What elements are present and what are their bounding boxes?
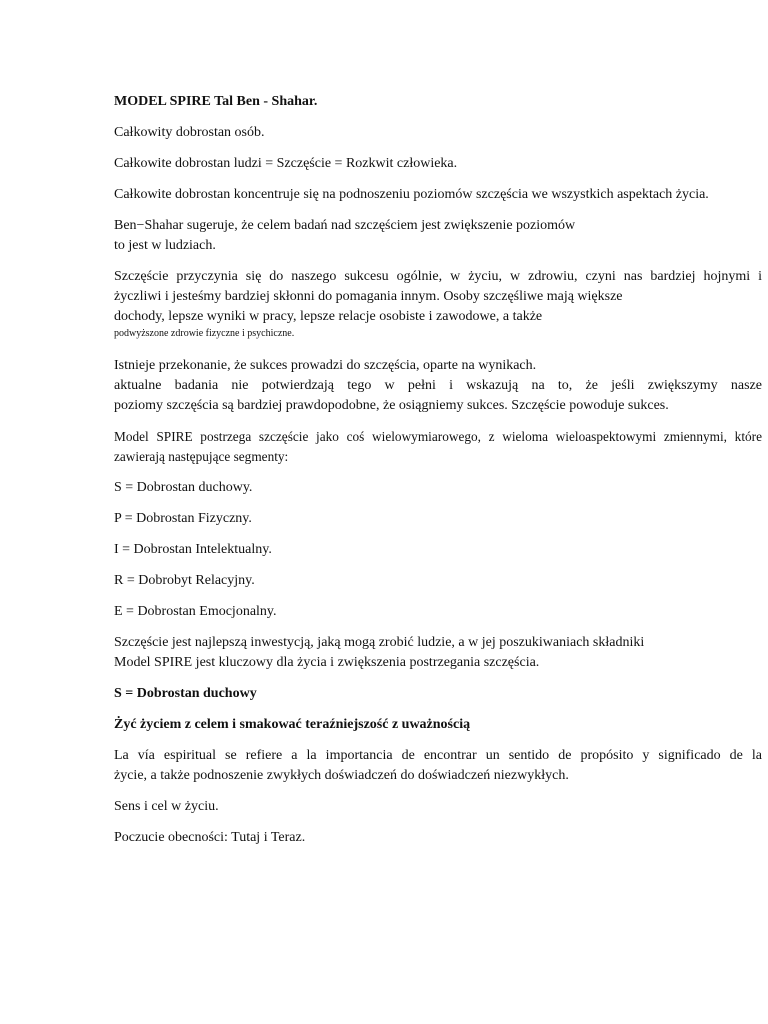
text-line: Ben−Shahar sugeruje, że celem badań nad szczęściem jest zwiększenie poziomów bbox=[114, 218, 576, 233]
text-line: Model SPIRE jest kluczowy dla życia i zwiększenia postrzegania szczęścia. bbox=[114, 655, 540, 670]
text-line: aktualne badania nie potwierdzają tego w pełni i wskazują na to, że jeśli zwiększymy nasze bbox=[114, 378, 762, 393]
segment-e: E = Dobrostan Emocjonalny. bbox=[114, 604, 277, 619]
text-line: Szczęście jest najlepszą inwestycją, jaką mogą zrobić ludzie, a w jej poszukiwaniach składniki bbox=[114, 635, 645, 650]
text-line: życie, a także podnoszenie zwykłych doświadczeń do doświadczeń niezwykłych. bbox=[114, 768, 569, 783]
paragraph-equation: Całkowite dobrostan ludzi = Szczęście = Rozkwit człowieka. bbox=[114, 156, 458, 171]
paragraph-presence: Poczucie obecności: Tutaj i Teraz. bbox=[114, 830, 306, 845]
paragraph-sense-purpose: Sens i cel w życiu. bbox=[114, 799, 219, 814]
paragraph-spiritual-path bbox=[114, 746, 762, 786]
text-line: Istnieje przekonanie, że sukces prowadzi do szczęścia, oparte na wynikach. bbox=[114, 358, 537, 373]
segment-p: P = Dobrostan Fizyczny. bbox=[114, 511, 252, 526]
text-line: życzliwi i jesteśmy bardziej skłonni do pomagania innym. Osoby szczęśliwe mają większe bbox=[114, 289, 623, 304]
paragraph-ben-shahar bbox=[114, 216, 762, 256]
text-line: zawierają następujące segmenty: bbox=[114, 449, 289, 464]
paragraph-happiness-success bbox=[114, 267, 762, 340]
paragraph-spire-model bbox=[114, 427, 762, 467]
paragraph-investment bbox=[114, 633, 762, 673]
section-subheading: Żyć życiem z celem i smakować teraźniejszość z uważnością bbox=[114, 717, 471, 732]
text-line: La vía espiritual se refiere a la importancia de encontrar un sentido de propósito y significado de la bbox=[114, 748, 762, 763]
document-body bbox=[114, 92, 762, 859]
text-line: dochody, lepsze wyniki w pracy, lepsze relacje osobiste i zawodowe, a także bbox=[114, 309, 543, 324]
segment-s: S = Dobrostan duchowy. bbox=[114, 480, 253, 495]
segment-r: R = Dobrobyt Relacyjny. bbox=[114, 573, 255, 588]
text-line: Szczęście przyczynia się do naszego sukcesu ogólnie, w życiu, w zdrowiu, czyni nas bardziej hojnymi i bbox=[114, 269, 762, 284]
text-line: Model SPIRE postrzega szczęście jako coś wielowymiarowego, z wieloma wieloaspektowymi zmiennymi, które bbox=[114, 429, 762, 444]
section-heading-spiritual: S = Dobrostan duchowy bbox=[114, 686, 257, 701]
paragraph-belief bbox=[114, 356, 762, 416]
text-line-small: podwyższone zdrowie fizyczne i psychiczne. bbox=[114, 328, 295, 339]
text-line: poziomy szczęścia są bardziej prawdopodobne, że osiągniemy sukces. Szczęście powoduje sukces. bbox=[114, 398, 669, 413]
segment-i: I = Dobrostan Intelektualny. bbox=[114, 542, 272, 557]
paragraph-focus: Całkowite dobrostan koncentruje się na podnoszeniu poziomów szczęścia we wszystkich aspektach życia. bbox=[114, 187, 709, 202]
text-line: to jest w ludziach. bbox=[114, 238, 216, 253]
paragraph-total-wellbeing: Całkowity dobrostan osób. bbox=[114, 125, 265, 140]
document-title: MODEL SPIRE Tal Ben - Shahar. bbox=[114, 94, 318, 109]
